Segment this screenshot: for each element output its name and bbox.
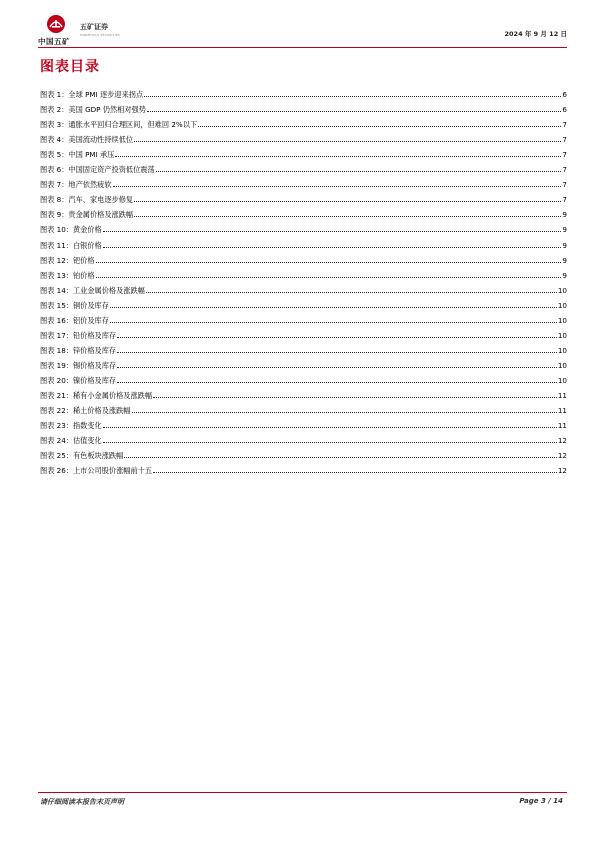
toc-entry[interactable]: [40, 445, 567, 460]
toc-entry-label: 图表 3：通胀水平回归合理区间，但难回 2%以下: [40, 120, 198, 130]
toc-entry[interactable]: [40, 370, 567, 385]
toc-entry-label: 图表 16：铝价及库存: [40, 315, 109, 325]
toc-entry[interactable]: [40, 204, 567, 219]
toc-entry[interactable]: [40, 340, 567, 355]
toc-entry-label: 图表 4：美国流动性持续低位: [40, 135, 134, 145]
toc-entry-label: 图表 6：中国固定资产投资低位震荡: [40, 165, 155, 175]
toc-entry-page: 6: [562, 90, 567, 100]
footer-divider: [38, 792, 567, 793]
logo-text: 中国五矿: [38, 37, 70, 46]
toc-entry-page: 10: [557, 360, 567, 370]
toc-leader-dots: [146, 292, 557, 293]
toc-entry[interactable]: [40, 430, 567, 445]
toc-entry-label: 图表 8：汽车、家电逐步修复: [40, 195, 134, 205]
toc-entry[interactable]: [40, 219, 567, 234]
toc-entry-label: 图表 12：钯价格: [40, 255, 95, 265]
toc-entry-label: 图表 17：铅价格及库存: [40, 330, 117, 340]
toc-entry-page: 6: [562, 105, 567, 115]
toc-entry-label: 图表 21：稀有小金属价格及涨跌幅: [40, 390, 153, 400]
toc-entry-label: 图表 1：全球 PMI 逐步迎来拐点: [40, 90, 144, 100]
toc-entry-label: 图表 19：锡价格及库存: [40, 360, 117, 370]
toc-entry-label: 图表 20：镍价格及库存: [40, 375, 117, 385]
toc-entry-label: 图表 15：铜价及库存: [40, 300, 109, 310]
toc-entry-page: 10: [557, 330, 567, 340]
toc-leader-dots: [110, 322, 557, 323]
toc-entry[interactable]: [40, 144, 567, 159]
toc-entry[interactable]: [40, 415, 567, 430]
toc-leader-dots: [124, 457, 557, 458]
toc-entry[interactable]: [40, 460, 567, 475]
toc-leader-dots: [96, 277, 562, 278]
toc-entry-page: 11: [557, 406, 567, 416]
toc-entry-label: 图表 14：工业金属价格及涨跌幅: [40, 285, 145, 295]
toc-entry-page: 7: [562, 135, 567, 145]
toc-entry[interactable]: [40, 385, 567, 400]
toc-entry[interactable]: [40, 310, 567, 325]
toc-entry-label: 图表 23：指数变化: [40, 421, 102, 431]
toc-entry[interactable]: [40, 234, 567, 249]
toc-entry-label: 图表 13：铂价格: [40, 270, 95, 280]
toc-title: 图表目录: [40, 59, 100, 75]
toc-entry[interactable]: [40, 295, 567, 310]
toc-entry-page: 11: [557, 421, 567, 431]
toc-entry[interactable]: [40, 174, 567, 189]
toc-entry-page: 12: [557, 436, 567, 446]
toc-entry[interactable]: [40, 265, 567, 280]
header-divider: [38, 47, 567, 48]
toc-entry-label: 图表 5：中国 PMI 承压: [40, 150, 115, 160]
brand-block: [80, 22, 120, 37]
toc-entry[interactable]: [40, 280, 567, 295]
toc-entry-label: 图表 2：美国 GDP 仍然相对强势: [40, 105, 146, 115]
toc-entry-page: 9: [562, 240, 567, 250]
brand-name: 五矿证券: [80, 23, 108, 31]
toc-leader-dots: [147, 111, 561, 112]
toc-entry-page: 9: [562, 270, 567, 280]
toc-leader-dots: [117, 367, 557, 368]
toc-entry-page: 10: [557, 345, 567, 355]
toc-entry-page: 7: [562, 120, 567, 130]
toc-entry-label: 图表 11：白银价格: [40, 240, 102, 250]
toc-entry-label: 图表 22：稀土价格及涨跌幅: [40, 406, 131, 416]
toc-leader-dots: [113, 186, 562, 187]
toc-entry[interactable]: [40, 400, 567, 415]
toc-entry-page: 7: [562, 180, 567, 190]
toc-leader-dots: [103, 231, 562, 232]
toc-leader-dots: [117, 382, 557, 383]
toc-leader-dots: [153, 472, 557, 473]
report-date: 2024 年 9 月 12 日: [504, 30, 567, 38]
toc-entry-label: 图表 24：估值变化: [40, 436, 102, 446]
toc-leader-dots: [117, 337, 557, 338]
toc-entry-label: 图表 10：黄金价格: [40, 225, 102, 235]
toc-entry-label: 图表 9：贵金属价格及涨跌幅: [40, 210, 134, 220]
toc-entry-page: 7: [562, 195, 567, 205]
toc-entry[interactable]: [40, 355, 567, 370]
toc-entry[interactable]: [40, 189, 567, 204]
toc-entry-label: 图表 26：上市公司股价涨幅前十五: [40, 466, 153, 476]
toc-entry[interactable]: [40, 159, 567, 174]
toc-entry-page: 10: [557, 315, 567, 325]
toc-entry-page: 9: [562, 255, 567, 265]
toc-leader-dots: [110, 307, 557, 308]
brand-name-en: MINMETALS SECURITIES: [80, 33, 120, 37]
toc-entry-label: 图表 7：地产依然疲软: [40, 180, 112, 190]
toc-leader-dots: [103, 442, 557, 443]
toc-leader-dots: [134, 141, 561, 142]
toc-entry[interactable]: [40, 114, 567, 129]
toc-entry-page: 10: [557, 285, 567, 295]
toc-entry-label: 图表 25：有色板块涨跌幅: [40, 451, 124, 461]
page-indicator: Page 3 / 14: [519, 797, 563, 805]
toc-entry-page: 9: [562, 225, 567, 235]
toc-entry-page: 12: [557, 466, 567, 476]
toc-leader-dots: [198, 126, 561, 127]
toc-leader-dots: [115, 156, 561, 157]
page-header: [38, 14, 567, 46]
toc-entry[interactable]: [40, 84, 567, 99]
toc-entry[interactable]: [40, 250, 567, 265]
toc-entry-page: 11: [557, 390, 567, 400]
toc-entry[interactable]: [40, 325, 567, 340]
toc-leader-dots: [132, 412, 557, 413]
toc-leader-dots: [156, 171, 562, 172]
toc-leader-dots: [144, 96, 561, 97]
toc-leader-dots: [103, 247, 562, 248]
toc-leader-dots: [134, 216, 561, 217]
toc-leader-dots: [96, 262, 562, 263]
toc-leader-dots: [117, 352, 557, 353]
toc-entry-page: 10: [557, 375, 567, 385]
toc-entry-page: 7: [562, 150, 567, 160]
toc-leader-dots: [153, 397, 557, 398]
toc-leader-dots: [134, 201, 561, 202]
toc-leader-dots: [103, 427, 557, 428]
footer-disclaimer: 请仔细阅读本报告末页声明: [40, 797, 124, 806]
toc-entry[interactable]: [40, 129, 567, 144]
toc-list: [40, 84, 567, 475]
toc-entry-label: 图表 18：锌价格及库存: [40, 345, 117, 355]
minmetals-logo-icon: [46, 14, 66, 34]
toc-entry-page: 7: [562, 165, 567, 175]
toc-entry-page: 12: [557, 451, 567, 461]
toc-entry-page: 9: [562, 210, 567, 220]
toc-entry[interactable]: [40, 99, 567, 114]
toc-entry-page: 10: [557, 300, 567, 310]
